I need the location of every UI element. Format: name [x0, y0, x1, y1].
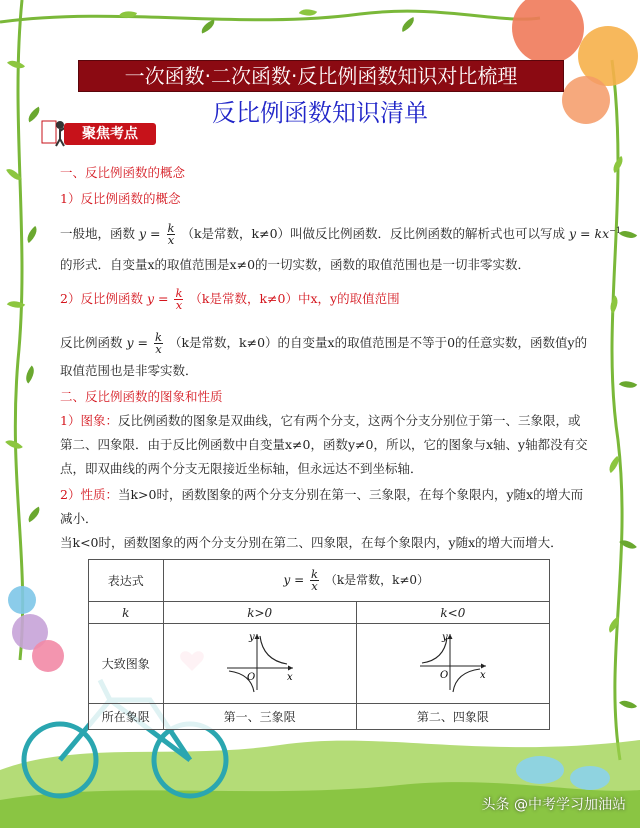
table-cell	[89, 602, 164, 624]
section1-title: 一、反比例函数的概念	[60, 165, 186, 180]
label-property: 2）性质：	[60, 487, 118, 502]
formula-denominator: x	[311, 579, 318, 593]
hyperbola-k-positive	[223, 630, 297, 694]
formula-fraction	[167, 223, 176, 246]
page-banner: 一次函数·二次函数·反比例函数知识对比梳理	[78, 60, 564, 92]
section2-line6: 当k<0时，函数图象的两个分支分别在第二、四象限，在每个象限内，y随x的增大而增大．	[60, 535, 563, 550]
watermark: 头条 @中考学习加油站	[481, 797, 626, 813]
focus-tag-label: 聚焦考点	[64, 123, 156, 145]
table-cell	[356, 624, 549, 704]
text-segment: k<0	[440, 605, 466, 620]
section1-sub2	[60, 288, 400, 311]
section2-line4	[60, 486, 583, 504]
page-title: 反比例函数知识清单	[212, 99, 428, 127]
text-segment: k>0	[247, 605, 273, 620]
text-segment: （k是常数，k≠0）叫做反比例函数．反比例函数的解析式也可以写成	[181, 226, 566, 242]
formula-denominator: x	[155, 342, 162, 356]
section2-line5: 减小．	[60, 511, 98, 526]
section2-line1	[60, 412, 580, 430]
formula-lhs: y =	[126, 335, 149, 350]
text-segment: 2）反比例函数	[60, 291, 143, 306]
formula-exponent: −1	[609, 226, 621, 235]
formula-denominator: x	[175, 298, 183, 312]
origin-label: O	[246, 672, 255, 683]
section1-para1-line1	[60, 222, 621, 246]
formula-numerator: k	[167, 221, 175, 236]
table-cell	[163, 624, 356, 704]
section1-sub1: 1）反比例函数的概念	[60, 191, 181, 206]
section1-para1-line2: 的形式．自变量x的取值范围是x≠0的一切实数，函数的取值范围也是一切非零实数．	[60, 257, 531, 272]
table-cell: 所在象限	[89, 704, 164, 730]
section1-para2-line2: 取值范围也是非零实数．	[60, 363, 198, 378]
text-segment: 当k>0时，函数图象的两个分支分别在第一、三象限，在每个象限内，y随x的增大而	[117, 487, 584, 502]
formula-inverse: y = kx	[569, 226, 610, 242]
text-segment: 反比例函数的图象是双曲线，它有两个分支，这两个分支分别位于第一、三象限，或	[117, 413, 581, 428]
formula-numerator: k	[155, 330, 162, 344]
text-segment: （k是常数，k≠0）的自变量x的取值范围是不等于0的任意实数，函数值y的	[168, 335, 588, 350]
table-row	[89, 602, 550, 624]
table-cell: 第二、四象限	[356, 704, 549, 730]
origin-label: O	[439, 670, 449, 681]
section1-para2-line1	[60, 332, 587, 355]
focus-tag	[40, 121, 158, 145]
axis-y-label: y	[441, 632, 448, 643]
axis-x-label: x	[286, 672, 293, 683]
hyperbola-k-negative	[416, 630, 490, 694]
section2-line2: 第二、四象限．由于反比例函数中自变量x≠0，函数y≠0，所以，它的图象与x轴、y轴都没有交	[60, 437, 588, 452]
label-image: 1）图象：	[60, 413, 118, 428]
text-segment: （k是常数，k≠0）	[324, 573, 430, 587]
formula-lhs: y =	[146, 291, 169, 306]
comparison-table	[88, 559, 550, 730]
table-cell: 表达式	[89, 560, 164, 602]
formula-fraction	[310, 569, 319, 592]
axis-y-label: y	[248, 632, 255, 643]
table-row	[89, 560, 550, 602]
formula-numerator: k	[311, 567, 318, 581]
table-row	[89, 704, 550, 730]
formula-lhs: y =	[283, 573, 305, 587]
formula-denominator: x	[167, 233, 175, 248]
formula-fraction	[174, 288, 183, 311]
text-segment: （k是常数，k≠0）中x，y的取值范围	[189, 291, 400, 306]
section2-line3: 点，即双曲线的两个分支无限接近坐标轴，但永远达不到坐标轴．	[60, 461, 423, 476]
text-segment: 一般地，函数	[60, 226, 136, 242]
table-cell: 第一、三象限	[163, 704, 356, 730]
table-cell	[163, 560, 549, 602]
section2-title: 二、反比例函数的图象和性质	[60, 389, 223, 404]
formula-numerator: k	[175, 286, 183, 300]
table-cell	[163, 602, 356, 624]
axis-x-label: x	[479, 670, 486, 681]
formula-fraction	[154, 332, 163, 355]
table-cell	[356, 602, 549, 624]
text-segment: 反比例函数	[60, 335, 123, 350]
text-segment: k	[122, 605, 130, 620]
formula-lhs: y =	[139, 226, 161, 242]
table-row	[89, 624, 550, 704]
table-cell: 大致图象	[89, 624, 164, 704]
